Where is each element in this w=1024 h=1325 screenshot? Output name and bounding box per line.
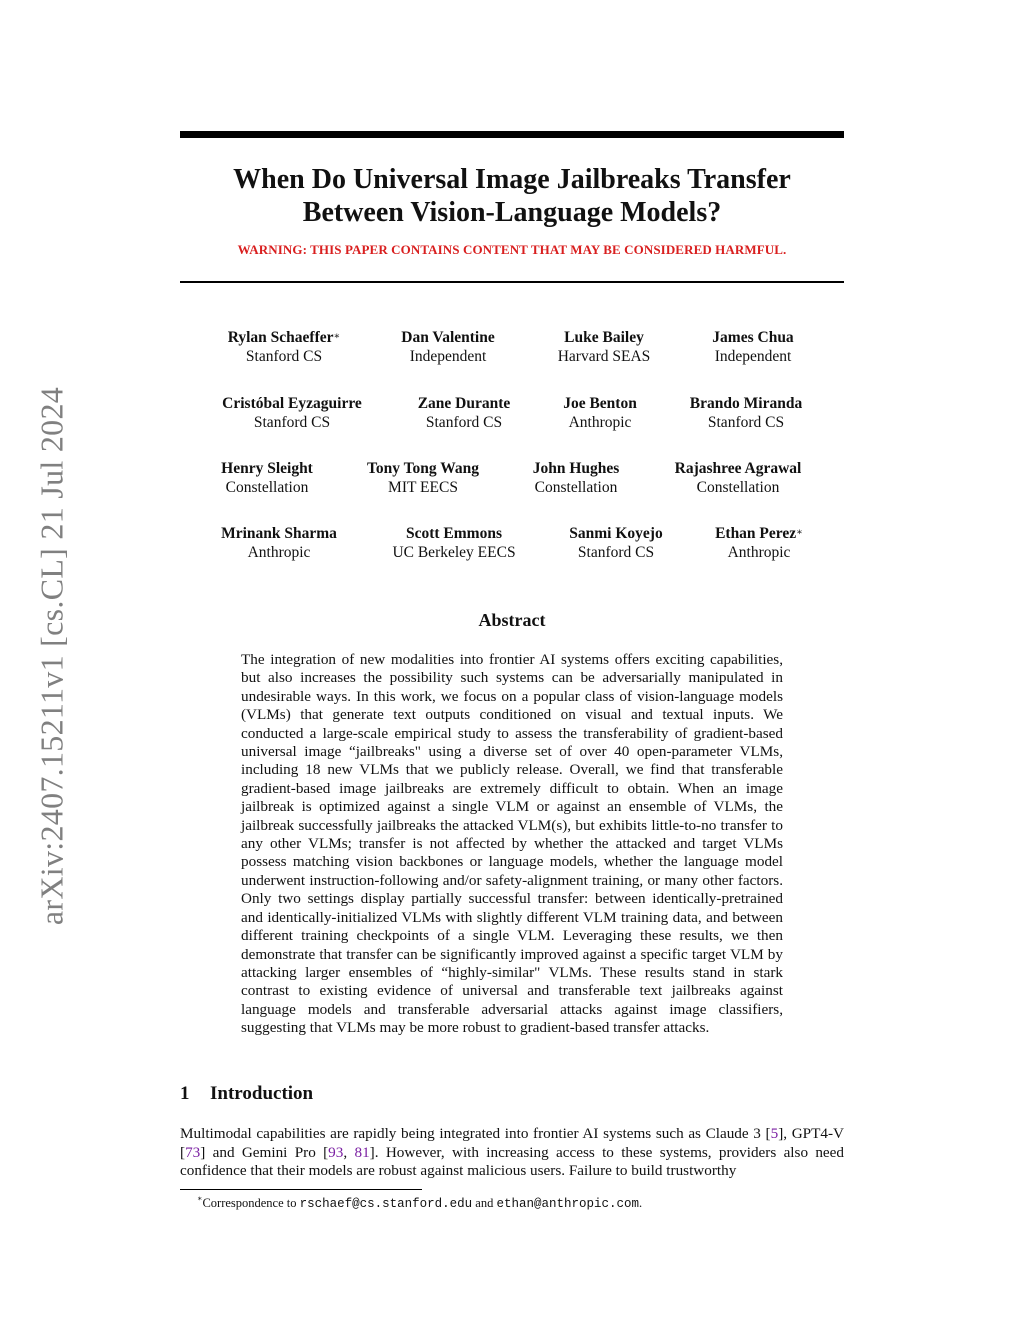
- abstract-text: The integration of new modalities into frontier AI systems offers exciting capabilities, but also increases the possibility such systems can be adversarially manipulated in undesirable ways. In this work, we focus on a popular class of vision-language models (VLMs) that generate text outputs conditioned on visual and textual inputs. We conducted a large-scale empirical study to assess the transferability of gradient-based universal image “jailbreaks" using a diverse set of over 40 open-parameter VLMs, including 18 new VLMs that we publicly release. Overall, we find that transferable gradient-based image jailbreaks are extremely difficult to obtain. When an image jailbreak is optimized against a single VLM or against an ensemble of VLMs, the jailbreak successfully jailbreaks the attacked VLM(s), but exhibits little-to-no transfer to any other VLMs; transfer is not affected by whether the attacked and target VLMs possess matching vision backbones or language models, whether the language model underwent instruction-following and/or safety-alignment training, or many other factors. Only two settings display partially successful transfer: between identically-pretrained and identically-initialized VLMs with slightly different VLM training data, and between different training checkpoints of a single VLM. Leveraging these results, we then demonstrate that transfer can be significantly improved against a specific target VLM by attacking larger ensembles of “highly-similar" VLMs. These results stand in stark contrast to existing evidence of universal and transferable text jailbreaks against language models and transferable adversarial attacks against image classifiers, suggesting that VLMs may be more robust to gradient-based transfer attacks.: [241, 651, 783, 1037]
- author-block: [222, 394, 362, 432]
- content-warning: WARNING: THIS PAPER CONTAINS CONTENT THAT MAY BE CONSIDERED HARMFUL.: [237, 242, 787, 257]
- title-line-1: When Do Universal Image Jailbreaks Transfer: [233, 164, 791, 195]
- section-heading: [180, 1083, 313, 1105]
- author-block: [401, 328, 494, 366]
- author-block: [563, 394, 637, 432]
- author-name: Dan Valentine: [401, 329, 495, 346]
- author-name: James Chua: [712, 329, 794, 346]
- author-affiliation: Anthropic: [247, 544, 311, 561]
- author-name: Cristóbal Eyzaguirre: [222, 395, 362, 412]
- email-link[interactable]: rschaef@cs.stanford.edu: [299, 1197, 473, 1212]
- author-block: [558, 328, 651, 366]
- author-block: [221, 524, 337, 562]
- author-block: [712, 328, 793, 366]
- author-name: Sanmi Koyejo: [569, 525, 663, 542]
- author-name: Brando Miranda: [689, 395, 803, 412]
- author-row-2: [190, 394, 834, 434]
- author-block: [221, 459, 313, 497]
- author-affiliation: Anthropic: [568, 414, 632, 431]
- author-name: Joe Benton: [563, 395, 637, 412]
- author-affiliation: UC Berkeley EECS: [392, 544, 516, 561]
- author-block: [533, 459, 620, 497]
- paper-title: [180, 163, 844, 229]
- title-bottom-rule: [180, 281, 844, 283]
- title-top-rule: [180, 131, 844, 138]
- footnote-mark: ∗: [197, 1194, 203, 1203]
- author-affiliation: Harvard SEAS: [557, 348, 651, 365]
- author-name: Ethan Perez∗: [715, 525, 803, 542]
- author-affiliation: Stanford CS: [245, 348, 323, 365]
- author-row-4: [190, 524, 834, 564]
- author-affiliation: Stanford CS: [707, 414, 785, 431]
- author-block: [367, 459, 479, 497]
- section-number: 1: [180, 1083, 190, 1104]
- title-line-2: Between Vision-Language Models?: [302, 197, 722, 228]
- footnote-rule: [180, 1189, 422, 1190]
- author-name: Rylan Schaeffer∗: [227, 329, 341, 346]
- citation-link[interactable]: 93: [328, 1143, 344, 1161]
- author-name: Scott Emmons: [405, 525, 502, 542]
- author-block: [418, 394, 511, 432]
- author-affiliation: Stanford CS: [253, 414, 331, 431]
- section-title: Introduction: [210, 1083, 314, 1104]
- author-affiliation: Constellation: [696, 479, 780, 496]
- author-affiliation: Stanford CS: [425, 414, 503, 431]
- author-name: Tony Tong Wang: [366, 460, 480, 477]
- author-block: [392, 524, 515, 562]
- author-affiliation: Constellation: [225, 479, 309, 496]
- email-link[interactable]: ethan@anthropic.com: [496, 1197, 640, 1212]
- author-name: Mrinank Sharma: [221, 525, 337, 542]
- author-block: [690, 394, 802, 432]
- author-name: Zane Durante: [417, 395, 511, 412]
- author-affiliation: MIT EECS: [388, 479, 458, 496]
- author-affiliation: Independent: [409, 348, 487, 365]
- author-affiliation: Anthropic: [727, 544, 791, 561]
- author-block: [675, 459, 802, 497]
- author-affiliation: Independent: [714, 348, 792, 365]
- author-block: [228, 328, 341, 366]
- introduction-paragraph: Multimodal capabilities are rapidly being integrated into frontier AI systems such as Claude 3 [5], GPT4-V [73] and Gemini Pro [93, 81]. However, with increasing access to these systems, providers also need confidence that their models are robust against malicious users. Failure to build trustworthy: [180, 1125, 845, 1180]
- author-row-1: [190, 328, 834, 368]
- author-name: John Hughes: [532, 460, 620, 477]
- author-affiliation: Constellation: [534, 479, 618, 496]
- author-name: Rajashree Agrawal: [674, 460, 802, 477]
- citation-link[interactable]: 81: [354, 1143, 370, 1161]
- author-block: [715, 524, 803, 562]
- author-name: Henry Sleight: [221, 460, 313, 477]
- footnote: ∗Correspondence to rschaef@cs.stanford.edu and ethan@anthropic.com.: [197, 1194, 643, 1212]
- citation-link[interactable]: 5: [770, 1125, 779, 1142]
- author-block: [569, 524, 662, 562]
- author-name: Luke Bailey: [564, 329, 644, 346]
- author-row-3: [190, 459, 834, 499]
- citation-link[interactable]: 73: [185, 1143, 201, 1161]
- author-affiliation: Stanford CS: [577, 544, 655, 561]
- arxiv-identifier: arXiv:2407.15211v1 [cs.CL] 21 Jul 2024: [33, 386, 70, 926]
- abstract-heading: Abstract: [478, 610, 546, 630]
